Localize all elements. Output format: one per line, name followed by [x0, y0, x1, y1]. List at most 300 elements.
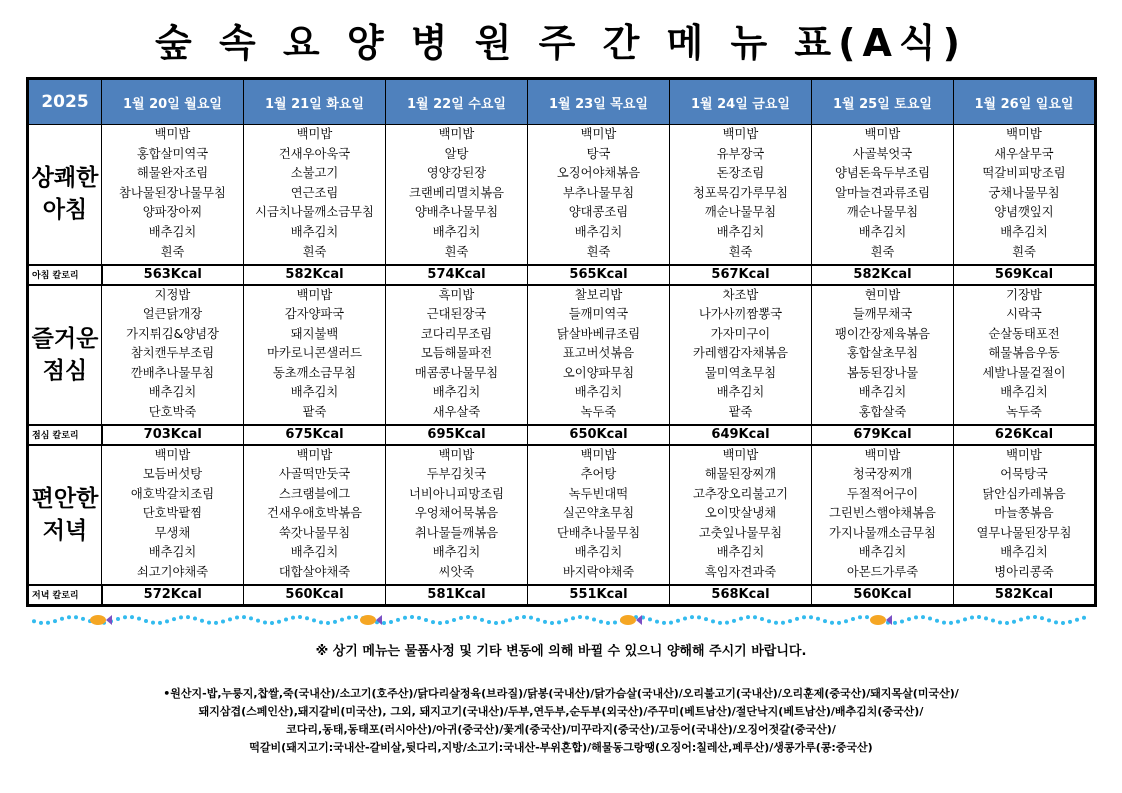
wave-dot [1054, 620, 1058, 624]
calorie-value: 560Kcal [812, 585, 954, 606]
menu-item: 청포묵김가루무침 [692, 185, 789, 200]
day-header: 1월 22일 수요일 [386, 79, 528, 125]
meal-label-line: 저녁 [42, 517, 88, 544]
wave-dot [753, 615, 757, 619]
wave-dot [305, 616, 309, 620]
wave-dot [494, 621, 498, 625]
wave-dot [1068, 620, 1072, 624]
wave-dot [578, 615, 582, 619]
calorie-value: 695Kcal [386, 425, 528, 445]
wave-dot [718, 621, 722, 625]
wave-dot [571, 616, 575, 620]
calorie-value: 563Kcal [102, 265, 244, 285]
wave-dot [949, 621, 953, 625]
menu-item: 무생채 [154, 525, 191, 540]
wave-dot [921, 615, 925, 619]
calorie-value: 626Kcal [954, 425, 1096, 445]
wave-dot [1040, 616, 1044, 620]
menu-item: 스크램블에그 [278, 486, 351, 501]
menu-item: 궁채나물무침 [988, 185, 1060, 200]
menu-item: 흑미밥 [438, 287, 475, 302]
wave-dot [326, 621, 330, 625]
wave-dot [592, 618, 596, 622]
wave-dot [809, 615, 813, 619]
wave-dot [732, 619, 736, 623]
wave-dot [466, 615, 470, 619]
wave-dot [347, 616, 351, 620]
menu-cell [102, 125, 244, 265]
menu-item: 녹두죽 [1006, 405, 1042, 420]
menu-item: 매콤콩나물무침 [414, 365, 499, 380]
wave-dot [648, 617, 652, 621]
wave-dot [277, 620, 281, 624]
menu-cell [386, 285, 528, 425]
calorie-value: 567Kcal [670, 265, 812, 285]
wave-dot [788, 619, 792, 623]
menu-item: 쑥갓나물무침 [278, 525, 351, 540]
calorie-row [28, 425, 1096, 445]
menu-item: 사골북엇국 [852, 146, 913, 161]
wave-dot [319, 620, 323, 624]
wave-dot [165, 619, 169, 623]
wave-dot [242, 615, 246, 619]
wave-dot [977, 615, 981, 619]
wave-dot [991, 619, 995, 623]
menu-item: 단배추나물무침 [556, 525, 641, 540]
wave-dot [46, 621, 50, 625]
wave-dot [228, 617, 232, 621]
meal-label [28, 445, 102, 585]
menu-item: 배추김치 [432, 385, 481, 400]
calorie-value: 581Kcal [386, 585, 528, 606]
menu-item: 양념돈육두부조림 [834, 166, 931, 181]
menu-item: 우엉채어묵볶음 [414, 506, 499, 521]
calorie-label: 아침 칼로리 [28, 265, 102, 285]
meal-label [28, 125, 102, 265]
wave-dot [312, 618, 316, 622]
menu-item: 어묵탕국 [1000, 467, 1048, 482]
wave-dot [298, 615, 302, 619]
menu-item: 배추김치 [858, 224, 907, 239]
wave-dot [690, 615, 694, 619]
menu-item: 동초깨소금무침 [272, 365, 357, 380]
menu-item: 고추장오리불고기 [692, 486, 789, 501]
menu-item: 백미밥 [296, 447, 333, 462]
menu-item: 배추김치 [148, 224, 197, 239]
wave-dot [193, 617, 197, 621]
change-notice: ※ 상기 메뉴는 물품사정 및 기타 변동에 의해 바뀔 수 있으니 양해해 주시기 바랍니다. [315, 644, 807, 659]
wave-dot [599, 620, 603, 624]
menu-item: 단호박팥찜 [142, 506, 203, 521]
wave-dot [508, 618, 512, 622]
menu-item: 흰죽 [728, 244, 753, 259]
wave-dot [144, 619, 148, 623]
menu-item: 나가사끼짬뽕국 [698, 307, 783, 322]
wave-dot [123, 615, 127, 619]
wave-dot [606, 621, 610, 625]
menu-item: 세발나물겉절이 [982, 365, 1066, 380]
meal-label-line: 아침 [42, 197, 88, 224]
menu-item: 백미밥 [154, 447, 191, 462]
menu-item: 시락국 [1006, 307, 1042, 322]
menu-item: 너비아니피망조림 [408, 486, 505, 501]
calorie-value: 679Kcal [812, 425, 954, 445]
wave-dot [137, 617, 141, 621]
menu-cell [670, 125, 812, 265]
menu-item: 연근조림 [290, 185, 339, 200]
day-header: 1월 24일 금요일 [670, 79, 812, 125]
wave-dot [858, 615, 862, 619]
wave-dot [893, 621, 897, 625]
menu-item: 얼큰닭개장 [142, 307, 203, 322]
wave-dot [984, 616, 988, 620]
calorie-label: 점심 칼로리 [28, 425, 102, 445]
menu-item: 깨순나물무침 [704, 205, 777, 220]
menu-cell [386, 445, 528, 585]
menu-cell [102, 285, 244, 425]
wave-dot [662, 621, 666, 625]
wave-dot [774, 621, 778, 625]
wave-dot [1019, 618, 1023, 622]
menu-item: 청국장찌개 [852, 467, 913, 482]
menu-item: 배추김치 [432, 545, 481, 560]
menu-item: 양대콩조림 [568, 205, 629, 220]
wave-dot [431, 620, 435, 624]
calorie-value: 565Kcal [528, 265, 670, 285]
menu-cell [954, 125, 1096, 265]
wave-dot [725, 621, 729, 625]
menu-cell [812, 285, 954, 425]
menu-item: 배추김치 [574, 385, 623, 400]
menu-item: 아몬드가루죽 [846, 565, 919, 580]
origin-line: 돼지삼겹(스페인산),돼지갈비(미국산), 그외, 돼지고기(국내산)/두부,연두부,순두부(외국산)/주꾸미(베트남산)/절단낙지(베트남산)/배추김치(중국산)/ [198, 705, 924, 718]
wave-dot [837, 621, 841, 625]
menu-item: 배추김치 [858, 385, 907, 400]
menu-item: 돼지불백 [290, 326, 339, 341]
menu-item: 해물볶음우동 [988, 346, 1060, 361]
wave-dot [942, 621, 946, 625]
calorie-value: 675Kcal [244, 425, 386, 445]
menu-item: 해물완자조림 [136, 166, 209, 181]
menu-item: 들깨무채국 [852, 307, 913, 322]
menu-item: 백미밥 [1006, 447, 1042, 462]
wave-dot [1012, 620, 1016, 624]
header-row [28, 79, 1096, 125]
wave-dot [564, 618, 568, 622]
menu-item: 배추김치 [1000, 545, 1048, 560]
wave-dot [53, 619, 57, 623]
wave-dot [501, 620, 505, 624]
wave-dot [256, 619, 260, 623]
wave-decoration [30, 613, 1090, 627]
menu-item: 건새우아욱국 [278, 146, 351, 161]
menu-item: 참나물된장나물무침 [119, 185, 226, 200]
menu-item: 새우살무국 [994, 146, 1054, 161]
wave-dot [382, 621, 386, 625]
menu-item: 알탕 [444, 146, 469, 161]
menu-item: 흑임자견과죽 [704, 565, 777, 580]
menu-item: 그린빈스햄야채볶음 [829, 506, 936, 521]
menu-item: 가지나물깨소금무침 [829, 525, 936, 540]
menu-item: 오이맛살냉채 [704, 506, 777, 521]
wave-dot [865, 615, 869, 619]
menu-item: 양배추나물무침 [414, 205, 499, 220]
wave-dot [613, 620, 617, 624]
menu-item: 깐배추나물무침 [130, 365, 215, 380]
menu-item: 가지튀김&양념장 [126, 326, 219, 341]
menu-item: 흰죽 [870, 244, 895, 259]
menu-item: 홍합살미역국 [136, 146, 209, 161]
menu-item: 취나물들깨볶음 [414, 525, 499, 540]
menu-cell [670, 445, 812, 585]
menu-item: 참치캔두부조림 [130, 346, 215, 361]
wave-dot [515, 616, 519, 620]
wave-dot [473, 616, 477, 620]
meal-row [28, 445, 1096, 585]
wave-dot [207, 621, 211, 625]
wave-dot [781, 621, 785, 625]
menu-item: 근대된장국 [426, 307, 487, 322]
calorie-value: 649Kcal [670, 425, 812, 445]
meal-label [28, 285, 102, 425]
menu-item: 새우살죽 [432, 405, 481, 420]
menu-item: 두절적어구이 [846, 486, 919, 501]
menu-item: 양파장아찌 [142, 205, 203, 220]
menu-item: 녹두빈대떡 [568, 486, 629, 501]
menu-cell [244, 285, 386, 425]
menu-item: 지정밥 [154, 287, 191, 302]
menu-item: 건새우애호박볶음 [266, 506, 363, 521]
menu-item: 홍합살초무침 [846, 346, 919, 361]
wave-dot [844, 619, 848, 623]
wave-dot [333, 620, 337, 624]
wave-dot [284, 617, 288, 621]
menu-cell [670, 285, 812, 425]
wave-dot [795, 617, 799, 621]
menu-item: 배추김치 [716, 224, 765, 239]
menu-item: 단호박죽 [148, 405, 197, 420]
menu-item: 현미밥 [864, 287, 901, 302]
wave-dot [956, 620, 960, 624]
wave-dot [907, 617, 911, 621]
menu-item: 배추김치 [148, 385, 197, 400]
wave-dot [823, 619, 827, 623]
wave-dot [396, 618, 400, 622]
wave-dot [529, 616, 533, 620]
menu-item: 코다리무조림 [420, 326, 493, 341]
menu-item: 돈장조림 [716, 166, 765, 181]
menu-item: 오이양파무침 [562, 365, 635, 380]
wave-dot [816, 617, 820, 621]
wave-dot [543, 620, 547, 624]
wave-dot [851, 617, 855, 621]
menu-item: 부추나물무침 [562, 185, 635, 200]
meal-label-line: 점심 [42, 357, 88, 384]
menu-item: 배추김치 [716, 385, 765, 400]
wave-dot [151, 621, 155, 625]
menu-item: 흰죽 [302, 244, 327, 259]
day-header: 1월 20일 월요일 [102, 79, 244, 125]
origin-line: 떡갈비(돼지고기:국내산-갈비살,뒷다리,지방/소고기:국내산-부위혼합)/해물동그랑땡(오징어:칠레산,페루산)/생콩가루(콩:중국산) [249, 741, 873, 754]
menu-item: 열무나물된장무침 [976, 525, 1072, 540]
day-header: 1월 26일 일요일 [954, 79, 1096, 125]
menu-item: 백미밥 [864, 127, 901, 141]
wave-dot [459, 616, 463, 620]
fish-icon [360, 615, 382, 625]
wave-dot [410, 615, 414, 619]
menu-item: 씨앗죽 [438, 565, 475, 580]
menu-item: 백미밥 [296, 127, 333, 141]
meal-label-line: 상쾌한 [31, 165, 99, 192]
wave-dot [452, 618, 456, 622]
menu-item: 백미밥 [580, 447, 617, 462]
wave-dot [711, 619, 715, 623]
calorie-value: 560Kcal [244, 585, 386, 606]
menu-item: 기장밥 [1006, 287, 1042, 302]
wave-dot [676, 619, 680, 623]
menu-item: 백미밥 [722, 447, 759, 462]
menu-item: 고춧잎나물무침 [698, 525, 783, 540]
menu-item: 녹두죽 [580, 405, 617, 420]
fish-icon [90, 615, 112, 625]
menu-item: 흰죽 [160, 244, 185, 259]
menu-item: 모듬버섯탕 [142, 467, 203, 482]
menu-item: 실곤약초무침 [562, 506, 635, 521]
calorie-value: 650Kcal [528, 425, 670, 445]
menu-item: 백미밥 [864, 447, 901, 462]
wave-dot [550, 621, 554, 625]
calorie-value: 568Kcal [670, 585, 812, 606]
wave-dot [970, 615, 974, 619]
wave-dot [249, 616, 253, 620]
wave-dot [1075, 618, 1079, 622]
calorie-label: 저녁 칼로리 [28, 585, 102, 606]
menu-item: 흰죽 [444, 244, 469, 259]
wave-dot [417, 616, 421, 620]
wave-dot [130, 615, 134, 619]
menu-item: 가자미구이 [710, 326, 771, 341]
wave-dot [928, 616, 932, 620]
menu-cell [244, 125, 386, 265]
menu-item: 백미밥 [296, 287, 333, 302]
menu-item: 대합살야채죽 [278, 565, 351, 580]
menu-item: 흰죽 [586, 244, 611, 259]
origin-line: 코다리,동태,동태포(러시아산)/아귀(중국산)/꽃게(중국산)/미꾸라지(중국산)/고등어(국내산)/오징어젓갈(중국산)/ [286, 723, 836, 736]
origin-info [20, 685, 1102, 757]
wave-dot [179, 615, 183, 619]
wave-dot [522, 615, 526, 619]
wave-dot [67, 615, 71, 619]
menu-item: 백미밥 [154, 127, 191, 141]
wave-dot [1033, 615, 1037, 619]
wave-dot [767, 619, 771, 623]
menu-item: 배추김치 [574, 224, 623, 239]
origin-line: •원산지-밥,누룽지,찹쌀,죽(국내산)/소고기(호주산)/닭다리살정육(브라질)/닭봉(국내산)/닭가슴살(국내산)/오리불고기(국내산)/오리훈제(중국산)/돼지목살(미국산)/ [163, 687, 959, 700]
menu-item: 팽이간장제육볶음 [834, 326, 931, 341]
calorie-value: 582Kcal [244, 265, 386, 285]
wave-dot [585, 616, 589, 620]
menu-cell [528, 285, 670, 425]
menu-item: 팥죽 [302, 405, 327, 420]
wave-dot [116, 617, 120, 621]
menu-item: 카레햄감자채볶음 [692, 346, 789, 361]
wave-dot [683, 617, 687, 621]
menu-item: 떡갈비피망조림 [982, 166, 1066, 181]
menu-item: 홍합살죽 [858, 405, 907, 420]
menu-item: 팥죽 [728, 405, 753, 420]
weekly-menu-table [26, 77, 1097, 607]
menu-item: 영양강된장 [426, 166, 487, 181]
menu-cell [812, 445, 954, 585]
day-header: 1월 21일 화요일 [244, 79, 386, 125]
menu-item: 바지락야채죽 [562, 565, 635, 580]
wave-dot [81, 617, 85, 621]
page-title: 숲 속 요 양 병 원 주 간 메 뉴 표(A식) [155, 21, 967, 65]
fish-icon [620, 615, 642, 625]
wave-dot [480, 618, 484, 622]
wave-dot [60, 617, 64, 621]
wave-dot [354, 615, 358, 619]
menu-cell [102, 445, 244, 585]
menu-item: 배추김치 [1000, 385, 1048, 400]
menu-item: 차조밥 [722, 287, 759, 302]
menu-item: 백미밥 [1006, 127, 1042, 141]
wave-dot [214, 621, 218, 625]
menu-item: 마카로니콘샐러드 [266, 346, 363, 361]
wave-dot [74, 615, 78, 619]
menu-cell [954, 445, 1096, 585]
menu-cell [954, 285, 1096, 425]
wave-dot [445, 620, 449, 624]
menu-item: 유부장국 [716, 146, 765, 161]
wave-dot [424, 618, 428, 622]
wave-dot [39, 621, 43, 625]
menu-item: 닭안심카레볶음 [982, 486, 1066, 501]
menu-item: 봄동된장나물 [846, 365, 919, 380]
calorie-row [28, 585, 1096, 606]
calorie-value: 574Kcal [386, 265, 528, 285]
menu-item: 표고버섯볶음 [562, 346, 635, 361]
wave-dot [1005, 621, 1009, 625]
wave-dot [1082, 616, 1086, 620]
wave-dot [389, 620, 393, 624]
menu-item: 백미밥 [580, 127, 617, 141]
menu-item: 백미밥 [438, 447, 475, 462]
menu-item: 오징어야채볶음 [556, 166, 641, 181]
day-header: 1월 25일 토요일 [812, 79, 954, 125]
meal-row [28, 285, 1096, 425]
calorie-value: 569Kcal [954, 265, 1096, 285]
menu-item: 쇠고기야채죽 [136, 565, 209, 580]
wave-dot [438, 621, 442, 625]
wave-dot [963, 617, 967, 621]
menu-item: 백미밥 [722, 127, 759, 141]
wave-dot [1061, 621, 1065, 625]
menu-item: 배추김치 [858, 545, 907, 560]
meal-label-line: 편안한 [31, 485, 99, 512]
menu-item: 들깨미역국 [568, 307, 629, 322]
meal-row [28, 125, 1096, 265]
wave-dot [914, 615, 918, 619]
menu-item: 배추김치 [290, 224, 339, 239]
day-header: 1월 23일 목요일 [528, 79, 670, 125]
menu-item: 순살동태포전 [988, 326, 1060, 341]
wave-dot [655, 620, 659, 624]
wave-dot [900, 619, 904, 623]
menu-item: 모듬해물파전 [420, 346, 493, 361]
wave-dot [186, 615, 190, 619]
menu-item: 닭살바베큐조림 [556, 326, 641, 341]
